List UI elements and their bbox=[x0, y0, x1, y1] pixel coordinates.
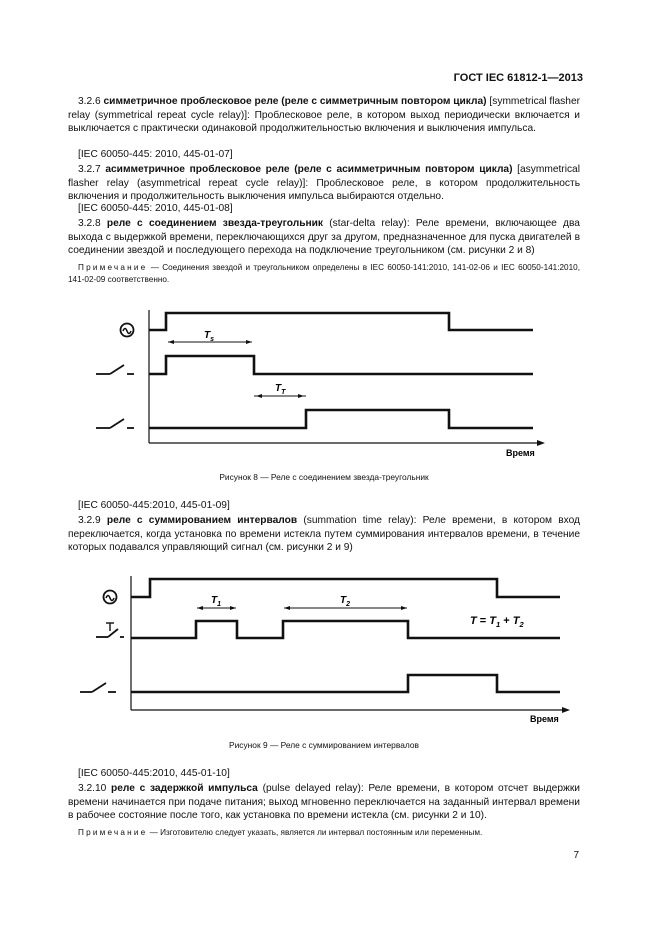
contact-symbol-icon bbox=[96, 419, 134, 428]
contact-symbol-icon bbox=[96, 365, 134, 374]
note-label: Примечание bbox=[78, 828, 148, 837]
section-number: 3.2.7 bbox=[78, 164, 101, 175]
term-english: (summation time relay): bbox=[303, 515, 417, 526]
figure-9-timing-diagram bbox=[0, 566, 661, 726]
power-supply-icon bbox=[121, 324, 134, 337]
supply-signal bbox=[149, 313, 533, 330]
note bbox=[68, 827, 580, 839]
section-number: 3.2.6 bbox=[78, 96, 101, 107]
delta-output-signal bbox=[149, 410, 533, 428]
control-contact-icon bbox=[96, 623, 124, 637]
section-3-2-10 bbox=[68, 782, 580, 823]
term: реле с суммированием интервалов bbox=[106, 515, 298, 526]
section-number: 3.2.8 bbox=[78, 218, 101, 229]
star-output-signal bbox=[149, 356, 533, 374]
term: асимметричное проблесковое реле (реле с асимметричным повтором цикла) bbox=[105, 164, 513, 175]
figure-8-caption: Рисунок 8 — Реле с соединением звезда-треугольник bbox=[219, 472, 429, 482]
power-supply-icon bbox=[104, 591, 117, 604]
section-3-2-9 bbox=[68, 514, 580, 555]
note-text: — Соединения звездой и треугольником определены в IEC 60050-141:2010, 141-02-06 и IEC 60050-141:2010, 141-02-09 соответственно. bbox=[68, 263, 580, 284]
note-text: — Изготовителю следует указать, является ли интервал постоянным или переменным. bbox=[149, 828, 483, 837]
definition: Проблесковое реле, в котором выход периодически включается и выключается с практически одинаковой продолжительностью включения и выключения импульса. bbox=[68, 109, 580, 135]
section-3-2-8 bbox=[68, 217, 580, 258]
term: реле с соединением звезда-треугольник bbox=[106, 218, 323, 229]
definition: Проблесковое реле, в котором продолжительность включения и продолжительность выключения импульса выбираются отдельно. bbox=[68, 177, 580, 203]
document-header: ГОСТ IEC 61812-1—2013 bbox=[453, 72, 583, 84]
tt-label: $T_T$ bbox=[275, 383, 286, 396]
definition: Реле времени, включающее два выхода с выдержкой времени, переключающихся друг за другом, предназначенное для пуска двигателей в соединении звездой и последующего перехода на подключение треугольником (см. рисунки 2 и 8) bbox=[68, 218, 580, 257]
term: симметричное проблесковое реле (реле с симметричным повтором цикла) bbox=[103, 96, 487, 107]
time-axis-label: Время bbox=[530, 714, 559, 724]
figure-8-timing-diagram bbox=[0, 300, 661, 468]
reference: [IEC 60050-445:2010, 445-01-09] bbox=[78, 500, 230, 511]
note bbox=[68, 262, 580, 286]
term-english: (pulse delayed relay): bbox=[262, 783, 364, 794]
term-english: (star-delta relay): bbox=[329, 218, 410, 229]
contact-symbol-icon bbox=[80, 683, 116, 692]
reference: [IEC 60050-445:2010, 445-01-10] bbox=[78, 768, 230, 779]
term: реле с задержкой импульса bbox=[111, 783, 258, 794]
section-number: 3.2.9 bbox=[78, 515, 101, 526]
term-english: [asymmetrical flasher relay (asymmetrical repeat cycle relay)]: bbox=[68, 164, 580, 189]
section-3-2-6 bbox=[68, 95, 580, 136]
page-number: 7 bbox=[573, 850, 579, 861]
t1-label: $T_1$ bbox=[211, 595, 222, 608]
note-label: Примечание bbox=[78, 263, 148, 272]
time-axis-label: Время bbox=[506, 448, 535, 458]
section-number: 3.2.10 bbox=[78, 783, 107, 794]
figure-9-caption: Рисунок 9 — Реле с суммированием интервалов bbox=[229, 740, 419, 750]
term-english: [symmetrical flasher relay (symmetrical repeat cycle relay)]: bbox=[68, 96, 580, 121]
reference: [IEC 60050-445: 2010, 445-01-07] bbox=[78, 149, 233, 160]
t2-label: $T_2$ bbox=[340, 595, 351, 608]
ts-label: $T_s$ bbox=[204, 330, 215, 343]
definition: Реле времени, в котором отсчет выдержки времени начинается при подаче питания; выход мгновенно переключается на заданный интервал времени в рабочее состояние после того, как установка по времени истекла (см. рисунки 2 и 10). bbox=[68, 783, 580, 822]
reference: [IEC 60050-445: 2010, 445-01-08] bbox=[78, 203, 233, 214]
output-signal bbox=[131, 675, 560, 692]
formula: $T = T_1 + T_2$ bbox=[470, 615, 524, 629]
definition: Реле времени, в котором вход переключается, когда установка по времени истекла путем суммирования интервалов времени, в течение которых подавался управляющий сигнал (см. рисунки 2 и 9) bbox=[68, 515, 580, 554]
section-3-2-7 bbox=[68, 163, 580, 204]
